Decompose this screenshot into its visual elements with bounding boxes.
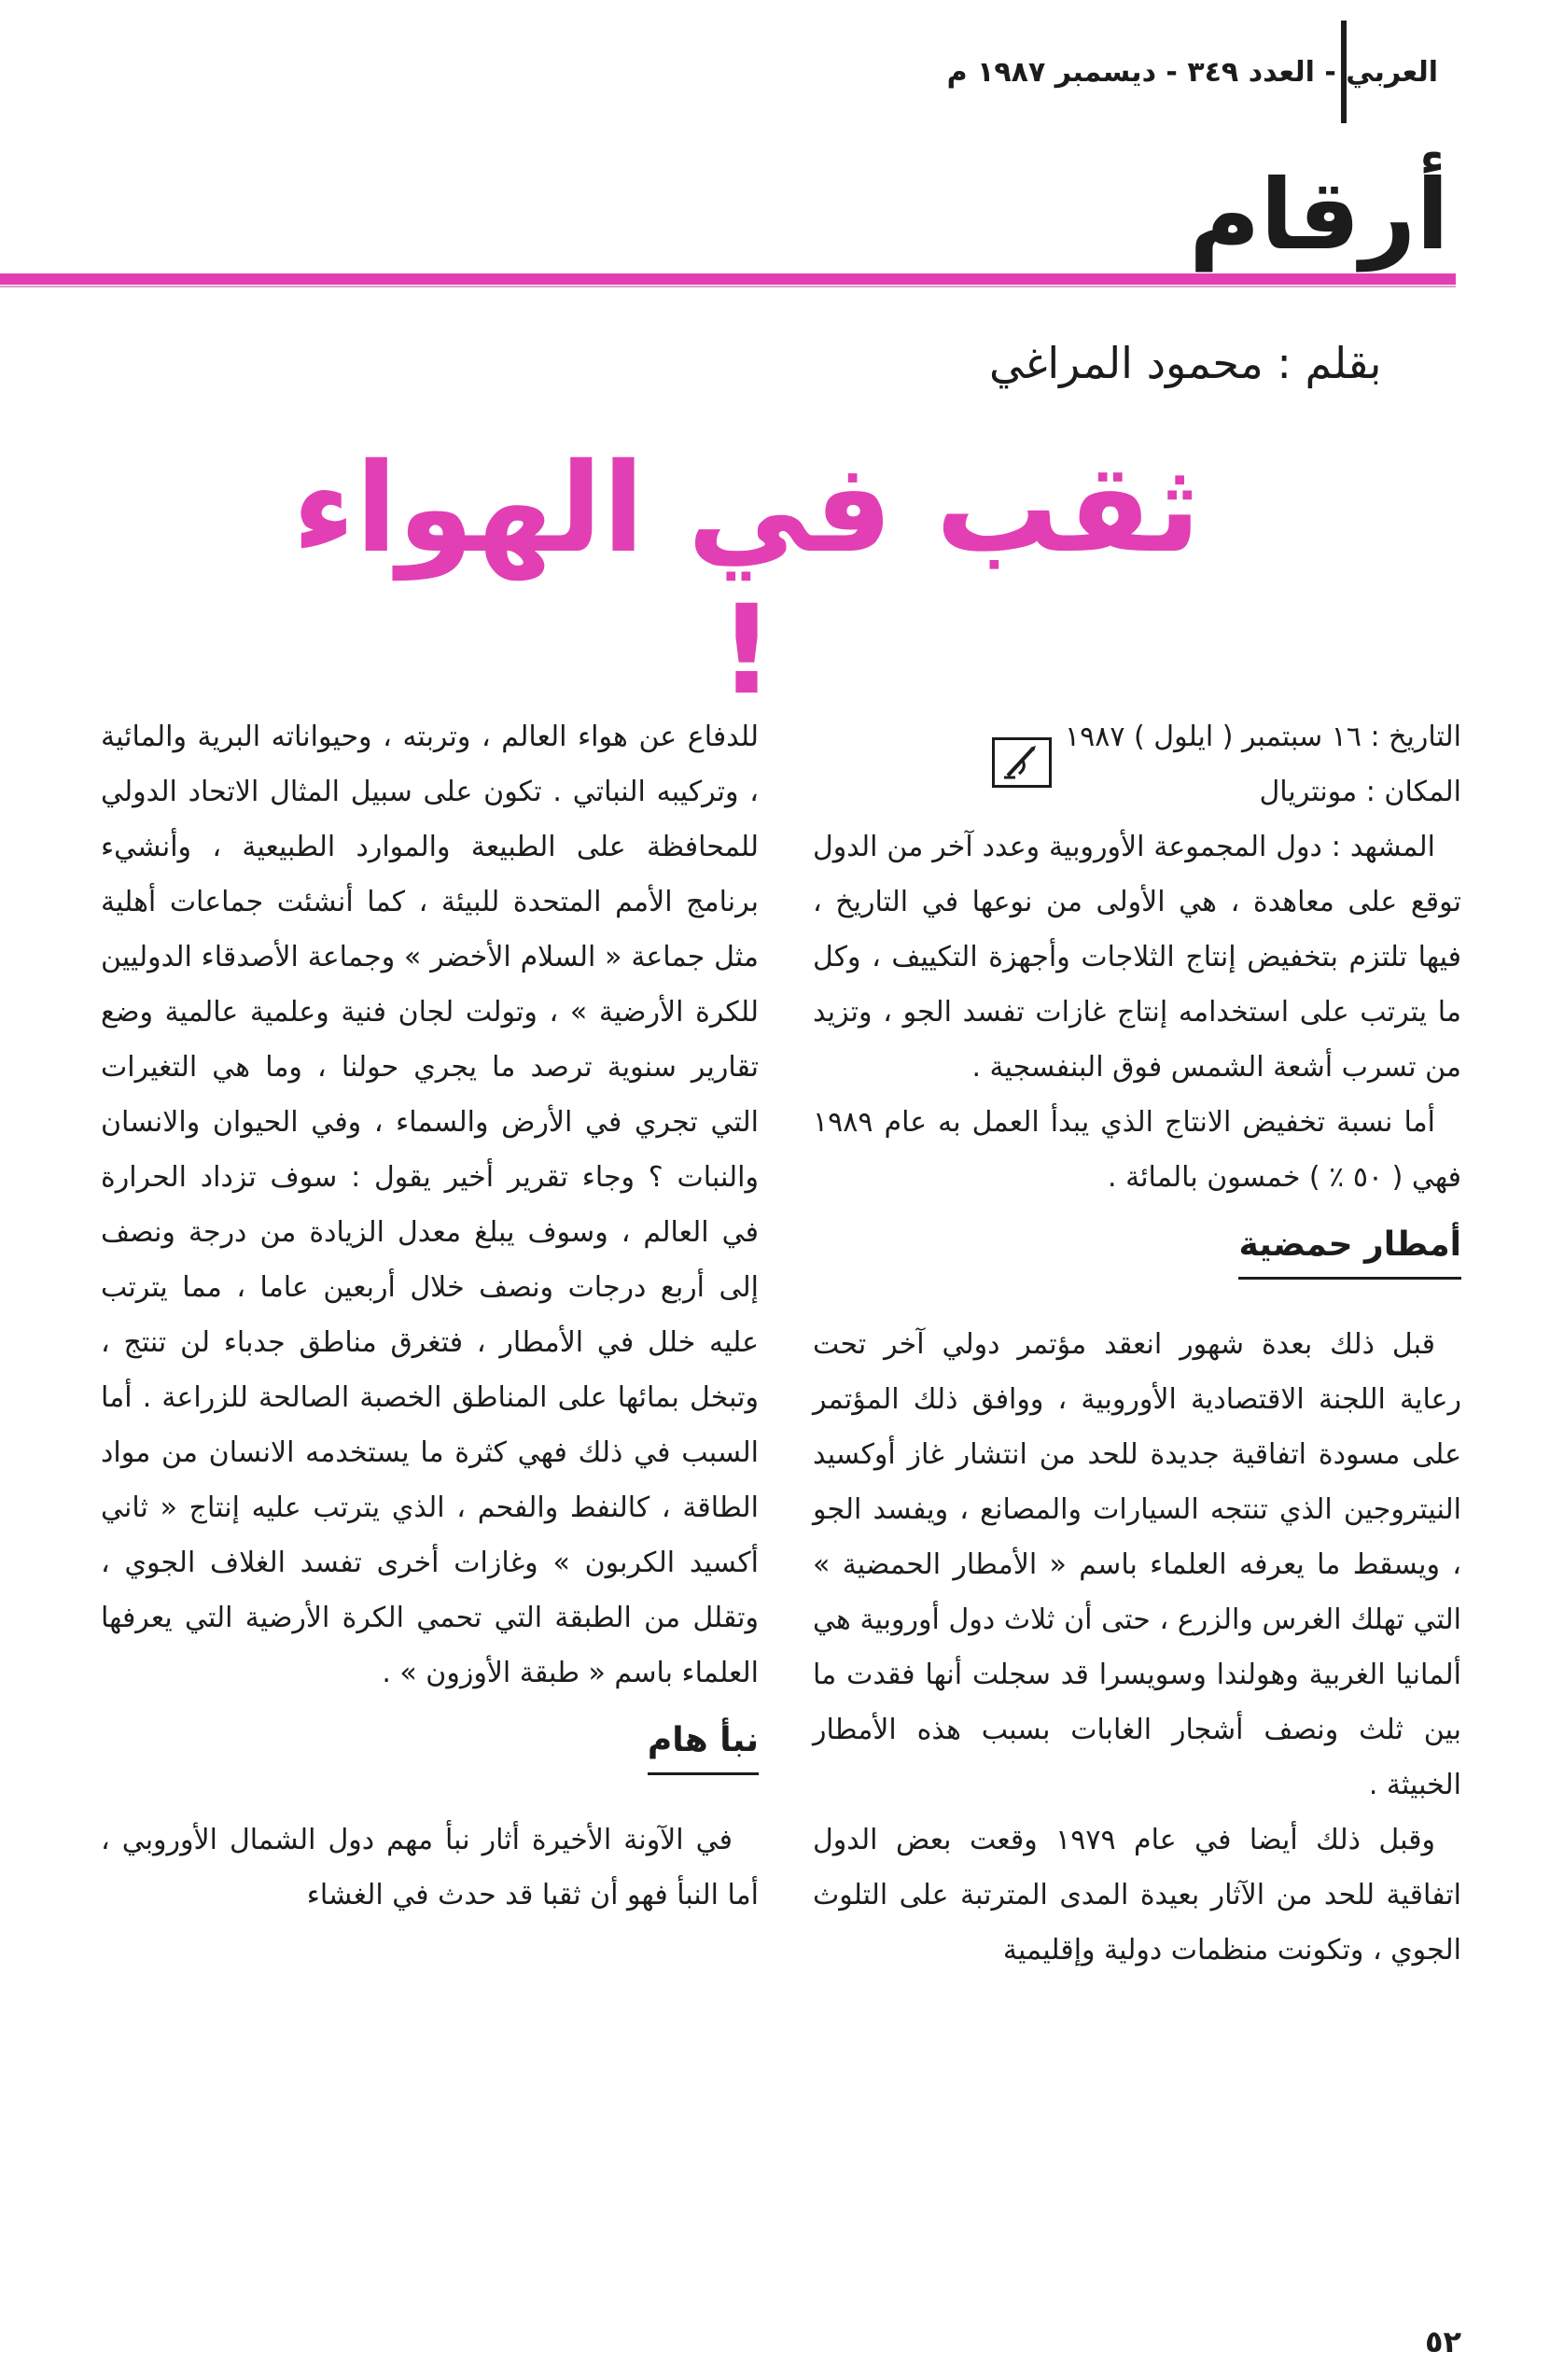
byline [989, 338, 1437, 388]
subheading-acid-rain: أمطار حمضية [1238, 1218, 1461, 1280]
earlier-agreement-paragraph: وقبل ذلك أيضا في عام ١٩٧٩ وقعت بعض الدول اتفاقية للحد من الآثار بعيدة المدى المترتبة على التلوث الجوي ، وتكونت منظمات دولية وإقليمية [813, 1823, 1461, 1967]
meta-lines [1065, 709, 1461, 819]
scene-paragraph: المشهد : دول المجموعة الأوروبية وعدد آخر من الدول توقع على معاهدة ، هي الأولى من نوعها في التاريخ ، فيها تلتزم بتخفيض إنتاج الثلاجات وأجهزة التكييف ، وكل ما يترتب على استخدامه إنتاج غازات تفسد الجو ، وتزيد من تسرب أشعة الشمس فوق البنفسجية . [813, 831, 1461, 1084]
pen-icon [992, 737, 1052, 788]
header-divider [0, 273, 1456, 285]
left-column [101, 709, 759, 1923]
defense-paragraph: للدفاع عن هواء العالم ، وتربته ، وحيواناته البرية والمائية ، وتركيبه النباتي . تكون على سبيل المثال الاتحاد الدولي للمحافظة على الطبيعة والموارد الطبيعية ، وأنشيء برنامج الأمم المتحدة للبيئة ، كما أنشئت جماعات أهلية مثل جماعة « السلام الأخضر » وجماعة الأصدقاء الدوليين للكرة الأرضية » ، وتولت لجان فنية وعلمية عالمية وضع تقارير سنوية ترصد ما يجري حولنا ، وما هي التغيرات التي تجري في الأرض والسماء ، وفي الحيوان والانسان والنبات ؟ وجاء تقرير أخير يقول : سوف تزداد الحرارة في العالم ، وسوف يبلغ معدل الزيادة من درجة ونصف إلى أربع درجات ونصف خلال أربعين عاما ، مما يترتب عليه خلل في الأمطار ، فتغرق مناطق جدباء لن تنتج ، وتبخل بمائها على المناطق الخصبة الصالحة للزراعة . أما السبب في ذلك فهي كثرة ما يستخدمه الانسان من مواد الطاقة ، كالنفط والفحم ، الذي يترتب عليه إنتاج « ثاني أكسيد الكربون » وغازات أخرى تفسد الغلاف الجوي ، وتقلل من الطبقة التي تحمي الكرة الأرضية التي يعرفها العلماء باسم « طبقة الأوزون » . [101, 721, 759, 1689]
acid-rain-paragraph: قبل ذلك بعدة شهور انعقد مؤتمر دولي آخر تحت رعاية اللجنة الاقتصادية الأوروبية ، ووافق ذلك المؤتمر على مسودة اتفاقية جديدة للحد من انتشار غاز أوكسيد النيتروجين الذي تنتجه السيارات والمصانع ، ويفسد الجو ، ويسقط ما يعرفه العلماء باسم « الأمطار الحمضية » التي تهلك الغرس والزرع ، حتى أن ثلاث دول أوروبية هي ألمانيا الغربية وهولندا وسويسرا قد سجلت أنها فقدت ما بين ثلث ونصف أشجار الغابات بسبب هذه الأمطار الخبيثة . [813, 1327, 1461, 1801]
news-paragraph: في الآونة الأخيرة أثار نبأ مهم دول الشمال الأوروبي ، أما النبأ فهو أن ثقبا قد حدث في الغشاء [101, 1823, 759, 1911]
article-headline: ثقب في الهواء ! [292, 437, 1201, 722]
place-line: المكان : مونتريال [1259, 776, 1461, 808]
subheading-important-news: نبأ هام [648, 1714, 759, 1775]
date-line: التاريخ : ١٦ سبتمبر ( ايلول ) ١٩٨٧ [1065, 721, 1461, 753]
header-divider-shadow [0, 286, 1456, 287]
section-masthead: أرقام [1189, 158, 1449, 272]
byline-author: محمود المراغي [989, 338, 1264, 388]
issue-line: العربي - العدد ٣٤٩ - ديسمبر ١٩٨٧ م [946, 56, 1438, 89]
ratio-paragraph: أما نسبة تخفيض الانتاج الذي يبدأ العمل به عام ١٩٨٩ فهي ( ٥٠ ٪ ) خمسون بالمائة . [813, 1106, 1461, 1194]
byline-prefix: بقلم : [1277, 338, 1382, 388]
article-meta [813, 709, 1461, 819]
page-number: ٥٢ [1424, 2324, 1461, 2359]
right-column [813, 709, 1461, 1978]
